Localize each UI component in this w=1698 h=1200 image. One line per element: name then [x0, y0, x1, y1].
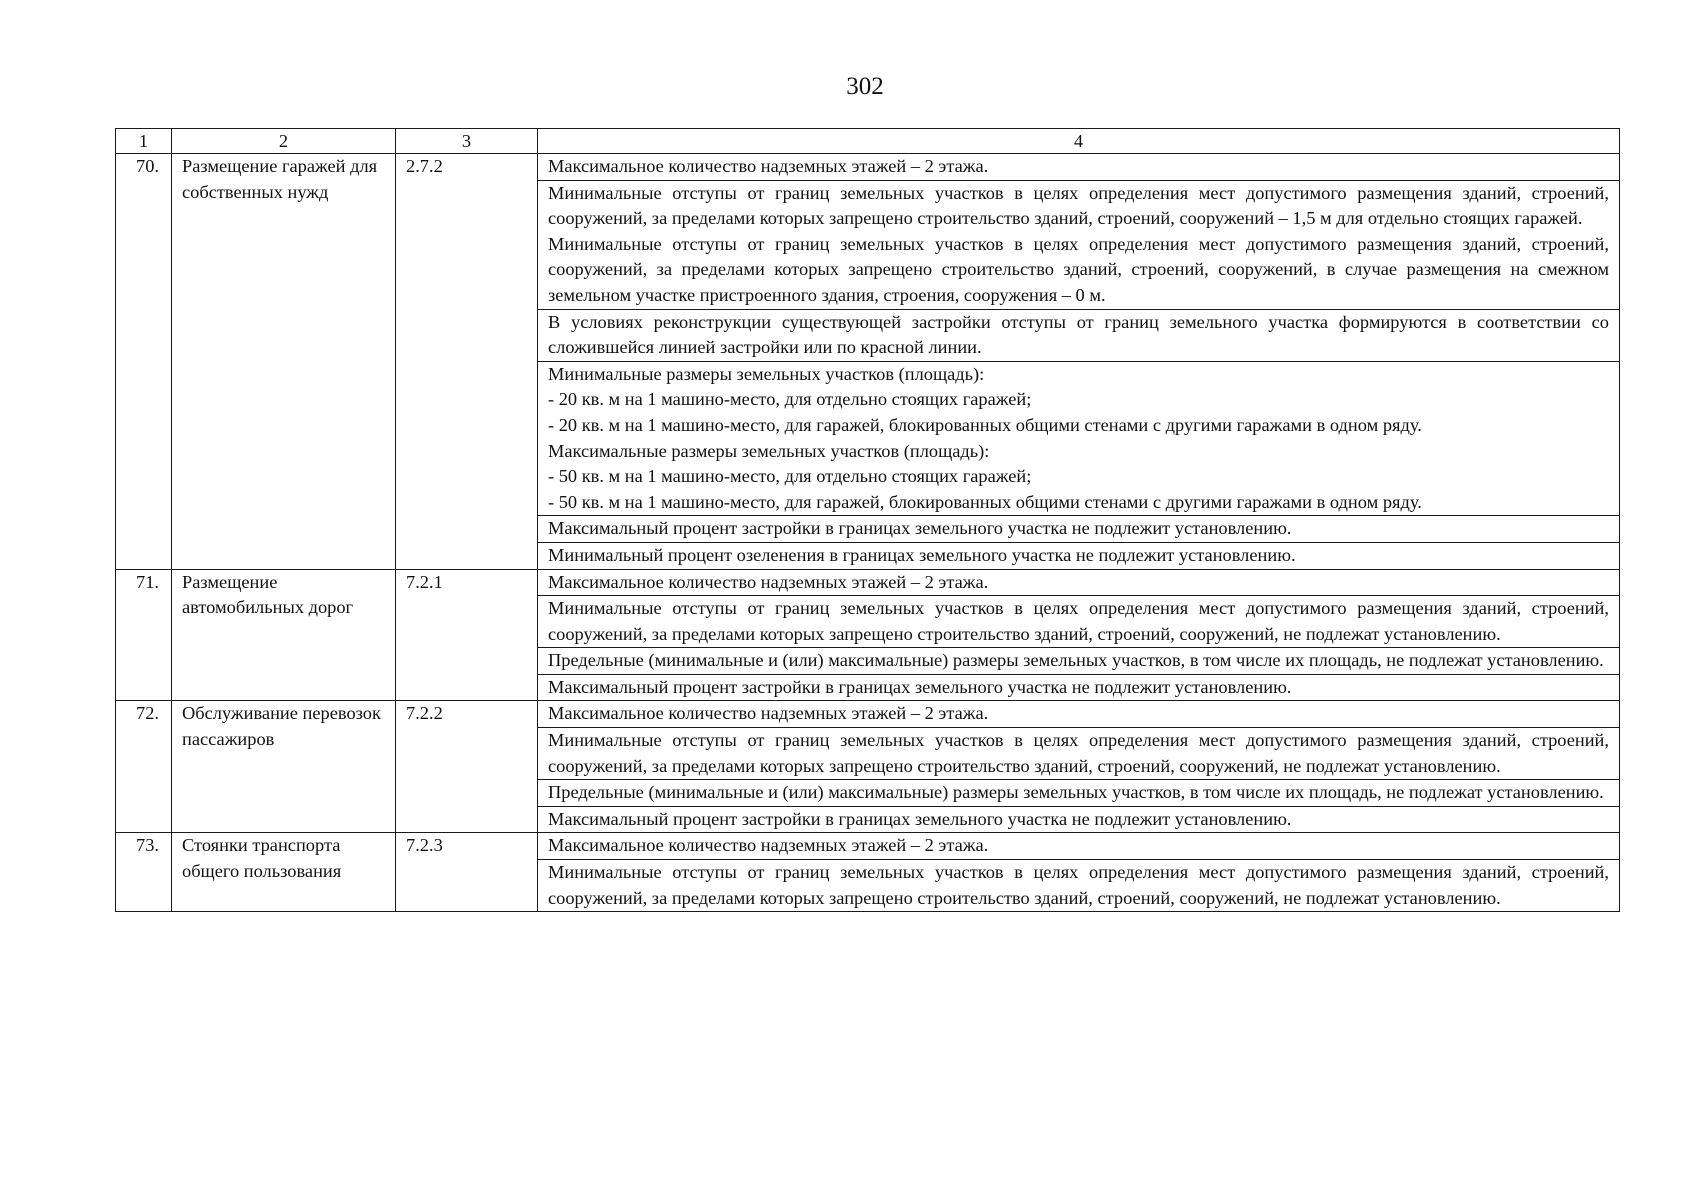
parameter-cell: [538, 860, 1620, 912]
parameter-cell: [538, 569, 1620, 596]
parameter-text: Минимальные отступы от границ земельных участков в целях определения мест допустимого размещения зданий, строений, сооружений, за пределами которых запрещено строительство зданий, строений, сооружений, не подлежат установлению.: [548, 730, 1609, 776]
table-row: [116, 701, 1620, 728]
parameter-text: Минимальные отступы от границ земельных участков в целях определения мест допустимого размещения зданий, строений, сооружений, за пределами которых запрещено строительство зданий, строений, сооружений, не подлежат установлению.: [548, 862, 1609, 908]
row-number: 71.: [116, 569, 172, 701]
parameter-cell: [538, 833, 1620, 860]
parameter-text: Максимальное количество надземных этажей – 2 этажа.: [548, 703, 989, 724]
row-number: 70.: [116, 154, 172, 570]
zoning-parameters-table: [115, 128, 1620, 912]
parameter-text: - 50 кв. м на 1 машино-место, для гаражей, блокированных общими стенами с другими гаражами в одном ряду.: [548, 491, 1422, 512]
parameter-text: Максимальные размеры земельных участков (площадь):: [548, 440, 990, 461]
parameter-text: Максимальный процент застройки в границах земельного участка не подлежит установлению.: [548, 518, 1292, 539]
land-use-name: Размещение гаражей для собственных нужд: [172, 154, 396, 570]
parameter-text: Предельные (минимальные и (или) максимальные) размеры земельных участков, в том числе их площадь, не подлежат установлению.: [548, 650, 1604, 671]
parameter-cell: [538, 806, 1620, 833]
parameter-cell: [538, 180, 1620, 309]
land-use-code: 7.2.3: [396, 833, 538, 912]
parameter-text: Максимальное количество надземных этажей – 2 этажа.: [548, 156, 989, 176]
header-cell-col2: 2: [172, 129, 396, 154]
parameter-text: Минимальные размеры земельных участков (площадь):: [548, 363, 985, 384]
parameter-cell: [538, 361, 1620, 516]
land-use-name: Размещение автомобильных дорог: [172, 569, 396, 701]
row-number: 73.: [116, 833, 172, 912]
land-use-name: Стоянки транспорта общего пользования: [172, 833, 396, 912]
parameter-cell: [538, 780, 1620, 807]
parameter-cell: [538, 648, 1620, 675]
parameter-text: В условиях реконструкции существующей застройки отступы от границ земельного участка формируются в соответствии со сложившейся линией застройки или по красной линии.: [548, 311, 1609, 358]
parameter-cell: [538, 516, 1620, 543]
parameter-text: - 20 кв. м на 1 машино-место, для отдельно стоящих гаражей;: [548, 389, 1032, 410]
row-number: 72.: [116, 701, 172, 833]
land-use-code: 2.7.2: [396, 154, 538, 570]
parameter-text: - 50 кв. м на 1 машино-место, для отдельно стоящих гаражей;: [548, 466, 1032, 487]
header-cell-col1: 1: [116, 129, 172, 154]
header-cell-col4: 4: [538, 129, 1620, 154]
parameter-text: Минимальный процент озеленения в границах земельного участка не подлежит установлению.: [548, 544, 1296, 565]
table-header-row: [116, 129, 1620, 154]
parameter-text: Минимальные отступы от границ земельных участков в целях определения мест допустимого размещения зданий, строений, сооружений, за пределами которых запрещено строительство зданий, строений, сооружений – 1,5 м для отдельно стоящих гаражей.: [548, 182, 1609, 229]
land-use-name: Обслуживание перевозок пассажиров: [172, 701, 396, 833]
header-cell-col3: 3: [396, 129, 538, 154]
table-row: [116, 154, 1620, 181]
table-row: [116, 833, 1620, 860]
parameter-text: Минимальные отступы от границ земельных участков в целях определения мест допустимого размещения зданий, строений, сооружений, за пределами которых запрещено строительство зданий, строений, сооружений, в случае размещения на смежном земельном участке пристроенного здания, строения, сооружения – 0 м.: [548, 233, 1609, 305]
parameter-cell: [538, 154, 1620, 181]
land-use-code: 7.2.1: [396, 569, 538, 701]
parameter-cell: [538, 701, 1620, 728]
parameter-cell: [538, 674, 1620, 701]
parameter-cell: [538, 309, 1620, 361]
parameter-cell: [538, 728, 1620, 780]
parameter-text: - 20 кв. м на 1 машино-место, для гаражей, блокированных общими стенами с другими гаражами в одном ряду.: [548, 414, 1422, 435]
parameter-text: Максимальный процент застройки в границах земельного участка не подлежит установлению.: [548, 676, 1292, 697]
parameter-text: Максимальное количество надземных этажей – 2 этажа.: [548, 571, 989, 592]
page-number: 302: [846, 73, 884, 100]
parameter-text: Максимальный процент застройки в границах земельного участка не подлежит установлению.: [548, 808, 1292, 829]
land-use-code: 7.2.2: [396, 701, 538, 833]
parameter-text: Минимальные отступы от границ земельных участков в целях определения мест допустимого размещения зданий, строений, сооружений, за пределами которых запрещено строительство зданий, строений, сооружений, не подлежат установлению.: [548, 598, 1609, 644]
parameter-cell: [538, 542, 1620, 569]
parameter-cell: [538, 596, 1620, 648]
parameter-text: Максимальное количество надземных этажей – 2 этажа.: [548, 835, 989, 856]
parameter-text: Предельные (минимальные и (или) максимальные) размеры земельных участков, в том числе их площадь, не подлежат установлению.: [548, 782, 1604, 803]
table-row: [116, 569, 1620, 596]
